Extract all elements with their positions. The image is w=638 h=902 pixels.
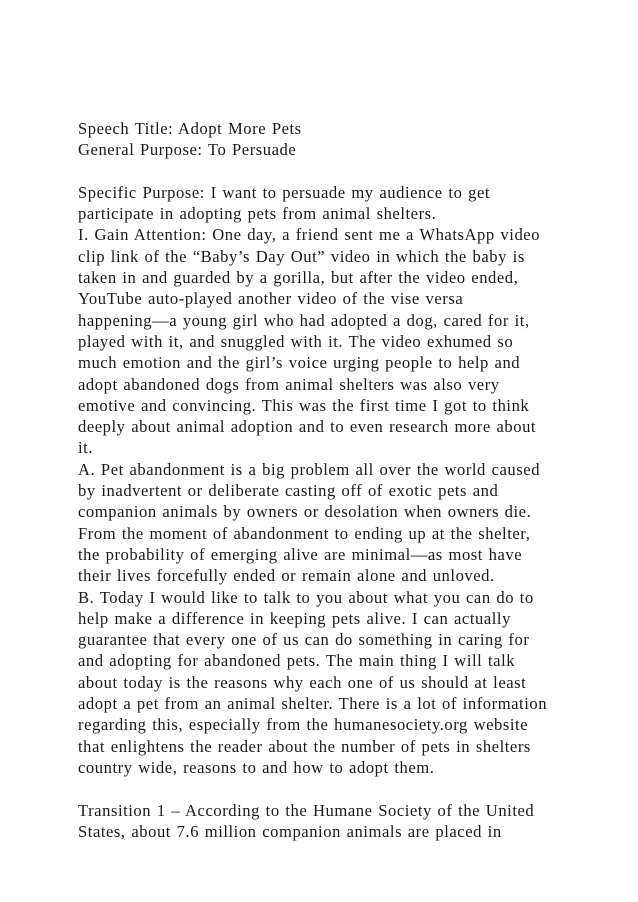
- text-line: guarantee that every one of us can do something in caring for: [78, 630, 530, 650]
- text-line: deeply about animal adoption and to even research more about: [78, 417, 537, 437]
- text-line: taken in and guarded by a gorilla, but after the video ended,: [78, 268, 519, 288]
- text-line: participate in adopting pets from animal shelters.: [78, 204, 437, 224]
- text-line: help make a difference in keeping pets alive. I can actually: [78, 608, 511, 628]
- text-line: played with it, and snuggled with it. The video exhumed so: [78, 331, 514, 351]
- blank-line: [78, 161, 578, 182]
- text-line: it.: [78, 438, 94, 458]
- text-line: regarding this, especially from the humanesociety.org website: [78, 715, 529, 735]
- text-line: B. Today I would like to talk to you about what you can do to: [78, 587, 534, 607]
- text-line: country wide, reasons to and how to adopt them.: [78, 757, 435, 777]
- text-line: Transition 1 – According to the Humane Society of the United: [78, 800, 535, 820]
- text-line: much emotion and the girl’s voice urging people to help and: [78, 353, 521, 373]
- text-line: I. Gain Attention: One day, a friend sent me a WhatsApp video: [78, 225, 541, 245]
- speech-title: Speech Title: Adopt More Pets: [78, 119, 302, 138]
- text-line: happening—a young girl who had adopted a dog, cared for it,: [78, 310, 530, 330]
- general-purpose: General Purpose: To Persuade: [78, 140, 297, 160]
- text-line: adopt a pet from an animal shelter. There is a lot of information: [78, 694, 548, 714]
- text-line: Specific Purpose: I want to persuade my audience to get: [78, 182, 491, 202]
- text-line: companion animals by owners or desolation when owners die.: [78, 502, 532, 522]
- text-line: From the moment of abandonment to ending up at the shelter,: [78, 523, 531, 543]
- text-line: emotive and convincing. This was the first time I got to think: [78, 395, 530, 415]
- text-line: YouTube auto-played another video of the vise versa: [78, 289, 464, 309]
- text-line: States, about 7.6 million companion animals are placed in: [78, 821, 502, 841]
- blank-line: [78, 778, 578, 799]
- text-line: adopt abandoned dogs from animal shelters was also very: [78, 374, 500, 394]
- text-line: the probability of emerging alive are minimal—as most have: [78, 544, 523, 564]
- text-line: by inadvertent or deliberate casting off of exotic pets and: [78, 481, 499, 501]
- text-line: clip link of the “Baby’s Day Out” video in which the baby is: [78, 246, 525, 266]
- text-line: and adopting for abandoned pets. The main thing I will talk: [78, 651, 516, 671]
- text-line: their lives forcefully ended or remain alone and unloved.: [78, 566, 495, 586]
- text-line: A. Pet abandonment is a big problem all over the world caused: [78, 459, 541, 479]
- document-body: [78, 118, 578, 842]
- text-line: about today is the reasons why each one of us should at least: [78, 672, 527, 692]
- text-line: that enlightens the reader about the number of pets in shelters: [78, 736, 531, 756]
